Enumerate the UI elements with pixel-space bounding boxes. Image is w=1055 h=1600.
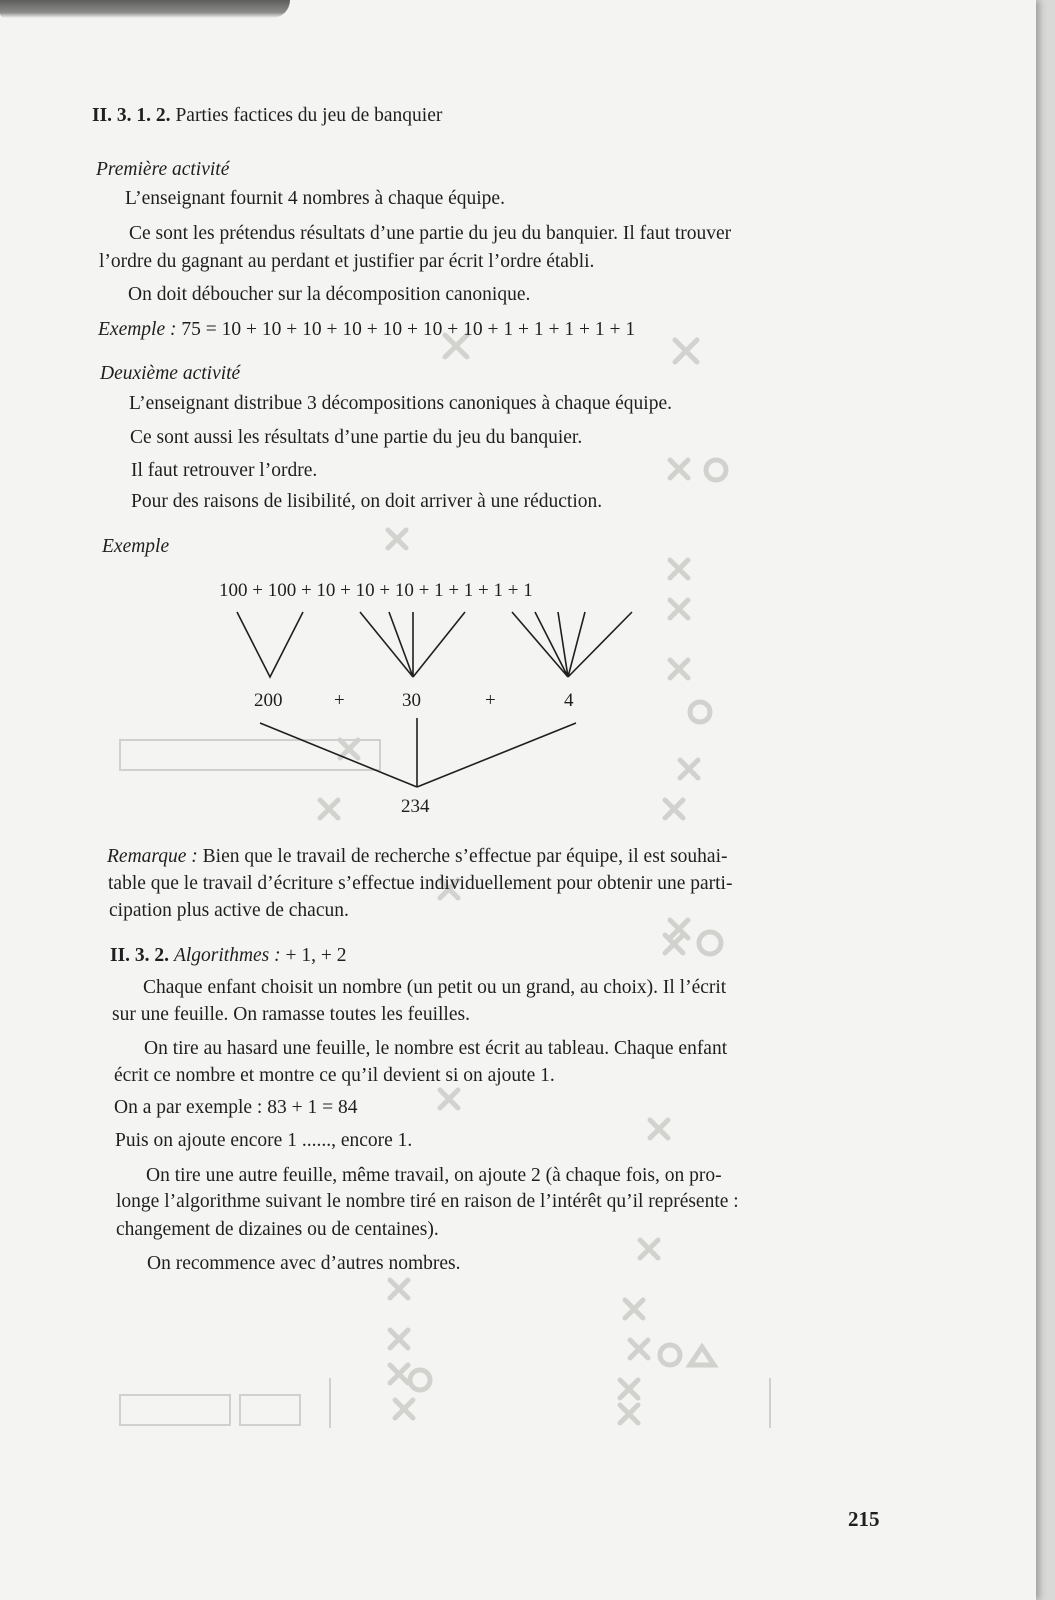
diagram-total: 234 <box>401 796 430 817</box>
remark-line: table que le travail d’écriture s’effectue individuellement pour obtenir une parti- <box>108 873 733 894</box>
section-title: Algorithmes : <box>173 945 281 966</box>
paragraph: longe l’algorithme suivant le nombre tiré en raison de l’intérêt qu’il représente : <box>116 1191 739 1212</box>
section-number: II. 3. 2. <box>110 945 170 966</box>
activity2-title: Deuxième activité <box>100 363 241 384</box>
diagram-sum-line: 100 + 100 + 10 + 10 + 10 + 1 + 1 + 1 + 1 <box>219 580 533 601</box>
paragraph: On a par exemple : 83 + 1 = 84 <box>114 1097 358 1118</box>
paragraph: On tire au hasard une feuille, le nombre est écrit au tableau. Chaque enfant <box>144 1038 728 1059</box>
activity1-paragraph: On doit déboucher sur la décomposition canonique. <box>128 284 531 305</box>
activity2-paragraph: Ce sont aussi les résultats d’une partie du jeu du banquier. <box>130 427 583 448</box>
diagram-hundreds: 200 <box>254 690 283 711</box>
activity1-title: Première activité <box>96 159 230 180</box>
section-title: Parties factices du jeu de banquier <box>175 105 443 126</box>
activity1-paragraph: Ce sont les prétendus résultats d’une partie du jeu du banquier. Il faut trouver <box>129 223 732 244</box>
page-number: 215 <box>848 1507 880 1531</box>
activity2-paragraph: Il faut retrouver l’ordre. <box>131 460 318 481</box>
diagram-plus: + <box>485 690 496 711</box>
section-number: II. 3. 1. 2. <box>92 105 171 126</box>
activity2-paragraph: Pour des raisons de lisibilité, on doit arriver à une réduction. <box>131 491 603 512</box>
diagram-units: 4 <box>564 690 574 711</box>
diagram-plus: + <box>334 690 345 711</box>
diagram-tens: 30 <box>402 690 421 711</box>
remark-label: Remarque : <box>107 846 198 867</box>
section-heading-2: II. 3. 2. Algorithmes : + 1, + 2 <box>110 945 347 966</box>
remark-line: cipation plus active de chacun. <box>109 900 349 921</box>
remark-line: Remarque : Bien que le travail de recherche s’effectue par équipe, il est souhai- <box>107 846 728 867</box>
activity1-paragraph: L’enseignant fournit 4 nombres à chaque équipe. <box>125 188 505 209</box>
paragraph: On tire une autre feuille, même travail, on ajoute 2 (à chaque fois, on pro- <box>146 1165 722 1186</box>
paragraph: écrit ce nombre et montre ce qu’il devient si on ajoute 1. <box>114 1065 555 1086</box>
paragraph: On recommence avec d’autres nombres. <box>147 1253 461 1274</box>
activity1-paragraph: l’ordre du gagnant au perdant et justifier par écrit l’ordre établi. <box>99 251 595 272</box>
paragraph: Chaque enfant choisit un nombre (un petit ou un grand, au choix). Il l’écrit <box>143 977 727 998</box>
example2-label: Exemple <box>102 536 170 557</box>
paragraph: Puis on ajoute encore 1 ......, encore 1. <box>115 1130 413 1151</box>
paragraph: sur une feuille. On ramasse toutes les feuilles. <box>112 1004 470 1025</box>
example-equation: 75 = 10 + 10 + 10 + 10 + 10 + 10 + 10 + 1 + 1 + 1 + 1 + 1 <box>181 319 636 340</box>
activity2-paragraph: L’enseignant distribue 3 décompositions canoniques à chaque équipe. <box>129 393 672 414</box>
example-label: Exemple : <box>98 319 177 340</box>
paragraph: changement de dizaines ou de centaines). <box>116 1219 439 1240</box>
